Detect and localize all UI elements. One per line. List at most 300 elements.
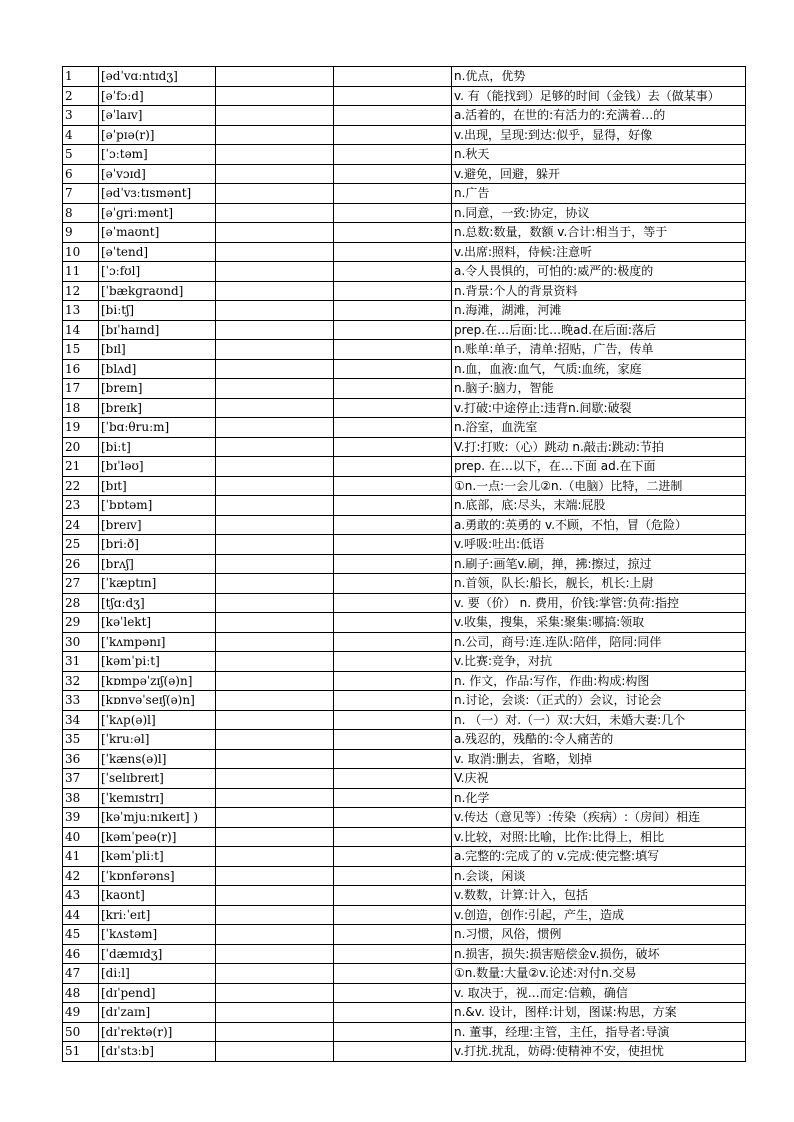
table-row bbox=[63, 184, 746, 204]
empty-cell bbox=[216, 398, 334, 418]
empty-cell bbox=[216, 983, 334, 1003]
phonetic-cell: [ˈkʌmpənɪ] bbox=[99, 632, 216, 652]
empty-cell bbox=[334, 944, 452, 964]
phonetic-cell: [kɒmpəˈzɪʃ(ə)n] bbox=[99, 671, 216, 691]
definition-cell: n.损害，损失:损害赔偿金v.损伤，破坏 bbox=[452, 944, 746, 964]
definition-cell: a.勇敢的:英勇的 v.不顾，不怕，冒（危险） bbox=[452, 515, 746, 535]
table-row bbox=[63, 359, 746, 379]
empty-cell bbox=[334, 593, 452, 613]
row-number-cell: 38 bbox=[63, 788, 99, 808]
definition-cell: n.首领，队长:船长，舰长，机长:上尉 bbox=[452, 574, 746, 594]
empty-cell bbox=[216, 613, 334, 633]
table-row bbox=[63, 944, 746, 964]
table-row bbox=[63, 574, 746, 594]
table-row bbox=[63, 262, 746, 282]
empty-cell bbox=[334, 710, 452, 730]
empty-cell bbox=[334, 184, 452, 204]
empty-cell bbox=[334, 730, 452, 750]
empty-cell bbox=[334, 613, 452, 633]
empty-cell bbox=[216, 242, 334, 262]
empty-cell bbox=[216, 1003, 334, 1023]
table-row bbox=[63, 398, 746, 418]
row-number-cell: 20 bbox=[63, 437, 99, 457]
row-number-cell: 47 bbox=[63, 964, 99, 984]
empty-cell bbox=[334, 164, 452, 184]
table-row bbox=[63, 496, 746, 516]
table-row bbox=[63, 808, 746, 828]
definition-cell: n.浴室，血洗室 bbox=[452, 418, 746, 438]
phonetic-cell: [ˈkʌp(ə)l] bbox=[99, 710, 216, 730]
definition-cell: n.总数:数量，数额 v.合计:相当于，等于 bbox=[452, 223, 746, 243]
phonetic-cell: [ˈselɪbreɪt] bbox=[99, 769, 216, 789]
empty-cell bbox=[334, 847, 452, 867]
table-row bbox=[63, 886, 746, 906]
table-row bbox=[63, 983, 746, 1003]
row-number-cell: 16 bbox=[63, 359, 99, 379]
phonetic-cell: [ˈkɒnfərəns] bbox=[99, 866, 216, 886]
row-number-cell: 23 bbox=[63, 496, 99, 516]
phonetic-cell: [dɪˈstɜːb] bbox=[99, 1042, 216, 1062]
definition-cell: n. （一）对.（一）双:大妇，未婚大妻:几个 bbox=[452, 710, 746, 730]
empty-cell bbox=[334, 145, 452, 165]
empty-cell bbox=[334, 964, 452, 984]
row-number-cell: 45 bbox=[63, 925, 99, 945]
definition-cell: n.优点，优势 bbox=[452, 67, 746, 87]
definition-cell: v. 要（价） n. 费用，价钱:掌管:负荷:指控 bbox=[452, 593, 746, 613]
table-row bbox=[63, 710, 746, 730]
empty-cell bbox=[216, 671, 334, 691]
row-number-cell: 33 bbox=[63, 691, 99, 711]
definition-cell: v.打破:中途停止:违背n.间歇:破裂 bbox=[452, 398, 746, 418]
empty-cell bbox=[334, 535, 452, 555]
empty-cell bbox=[334, 496, 452, 516]
row-number-cell: 13 bbox=[63, 301, 99, 321]
phonetic-cell: [ˈɔːfʊl] bbox=[99, 262, 216, 282]
table-row bbox=[63, 437, 746, 457]
row-number-cell: 50 bbox=[63, 1022, 99, 1042]
empty-cell bbox=[334, 379, 452, 399]
empty-cell bbox=[216, 535, 334, 555]
empty-cell bbox=[334, 398, 452, 418]
phonetic-cell: [bɪt] bbox=[99, 476, 216, 496]
row-number-cell: 3 bbox=[63, 106, 99, 126]
definition-cell: n.化学 bbox=[452, 788, 746, 808]
phonetic-cell: [ˈkruːəl] bbox=[99, 730, 216, 750]
row-number-cell: 28 bbox=[63, 593, 99, 613]
definition-cell: n.公司，商号:连.连队:陪伴，陪同:同伴 bbox=[452, 632, 746, 652]
phonetic-cell: [bɪˈhaɪnd] bbox=[99, 320, 216, 340]
definition-cell: n. 董事，经理:主管，主任，指导者:导演 bbox=[452, 1022, 746, 1042]
empty-cell bbox=[334, 359, 452, 379]
empty-cell bbox=[216, 632, 334, 652]
table-row bbox=[63, 86, 746, 106]
empty-cell bbox=[334, 652, 452, 672]
phonetic-cell: [ˈkemɪstrɪ] bbox=[99, 788, 216, 808]
definition-cell: n.同意，一致:协定，协议 bbox=[452, 203, 746, 223]
phonetic-cell: [ədˈvɜːtɪsmənt] bbox=[99, 184, 216, 204]
empty-cell bbox=[334, 925, 452, 945]
row-number-cell: 17 bbox=[63, 379, 99, 399]
definition-cell: n.习惯，风俗，惯例 bbox=[452, 925, 746, 945]
empty-cell bbox=[216, 866, 334, 886]
empty-cell bbox=[334, 262, 452, 282]
definition-cell: a.活着的，在世的:有活力的:充满着…的 bbox=[452, 106, 746, 126]
empty-cell bbox=[216, 769, 334, 789]
empty-cell bbox=[216, 106, 334, 126]
definition-cell: n.秋天 bbox=[452, 145, 746, 165]
table-row bbox=[63, 847, 746, 867]
row-number-cell: 40 bbox=[63, 827, 99, 847]
empty-cell bbox=[216, 67, 334, 87]
empty-cell bbox=[334, 808, 452, 828]
table-row bbox=[63, 769, 746, 789]
table-row bbox=[63, 125, 746, 145]
empty-cell bbox=[334, 1003, 452, 1023]
definition-cell: v.数数，计算:计入，包括 bbox=[452, 886, 746, 906]
phonetic-cell: [kəˈlekt] bbox=[99, 613, 216, 633]
phonetic-cell: [breɪk] bbox=[99, 398, 216, 418]
empty-cell bbox=[334, 203, 452, 223]
phonetic-cell: [kəmˈpliːt] bbox=[99, 847, 216, 867]
empty-cell bbox=[334, 574, 452, 594]
row-number-cell: 19 bbox=[63, 418, 99, 438]
phonetic-cell: [ˈbɑːθruːm] bbox=[99, 418, 216, 438]
definition-cell: v. 取消:删去，省略，划掉 bbox=[452, 749, 746, 769]
empty-cell bbox=[216, 827, 334, 847]
empty-cell bbox=[334, 983, 452, 1003]
empty-cell bbox=[216, 476, 334, 496]
phonetic-cell: [ˈkʌstəm] bbox=[99, 925, 216, 945]
empty-cell bbox=[334, 301, 452, 321]
definition-cell: n.底部，底:尽头，末端:屁股 bbox=[452, 496, 746, 516]
definition-cell: ①n.一点:一会儿②n.（电脑）比特，二进制 bbox=[452, 476, 746, 496]
empty-cell bbox=[334, 86, 452, 106]
empty-cell bbox=[216, 86, 334, 106]
table-row bbox=[63, 593, 746, 613]
empty-cell bbox=[216, 184, 334, 204]
table-row bbox=[63, 379, 746, 399]
table-row bbox=[63, 476, 746, 496]
row-number-cell: 11 bbox=[63, 262, 99, 282]
phonetic-cell: [dɪˈzaɪn] bbox=[99, 1003, 216, 1023]
definition-cell: V.庆祝 bbox=[452, 769, 746, 789]
row-number-cell: 37 bbox=[63, 769, 99, 789]
table-row bbox=[63, 242, 746, 262]
table-row bbox=[63, 964, 746, 984]
empty-cell bbox=[334, 769, 452, 789]
definition-cell: v.出席:照料，侍候:注意听 bbox=[452, 242, 746, 262]
empty-cell bbox=[334, 515, 452, 535]
empty-cell bbox=[334, 788, 452, 808]
definition-cell: n.广告 bbox=[452, 184, 746, 204]
table-row bbox=[63, 67, 746, 87]
row-number-cell: 4 bbox=[63, 125, 99, 145]
table-row bbox=[63, 827, 746, 847]
definition-cell: n.账单:单子，清单:招贴，广告，传单 bbox=[452, 340, 746, 360]
table-row bbox=[63, 340, 746, 360]
row-number-cell: 32 bbox=[63, 671, 99, 691]
table-row bbox=[63, 281, 746, 301]
empty-cell bbox=[334, 437, 452, 457]
row-number-cell: 6 bbox=[63, 164, 99, 184]
row-number-cell: 30 bbox=[63, 632, 99, 652]
row-number-cell: 7 bbox=[63, 184, 99, 204]
row-number-cell: 25 bbox=[63, 535, 99, 555]
empty-cell bbox=[216, 886, 334, 906]
empty-cell bbox=[216, 964, 334, 984]
phonetic-cell: [ˈkæptɪn] bbox=[99, 574, 216, 594]
empty-cell bbox=[334, 691, 452, 711]
table-row bbox=[63, 671, 746, 691]
phonetic-cell: [əˈvɔɪd] bbox=[99, 164, 216, 184]
phonetic-cell: [biːt] bbox=[99, 437, 216, 457]
phonetic-cell: [diːl] bbox=[99, 964, 216, 984]
definition-cell: a.完整的:完成了的 v.完成:使完整:填写 bbox=[452, 847, 746, 867]
empty-cell bbox=[334, 340, 452, 360]
table-row bbox=[63, 1022, 746, 1042]
table-row bbox=[63, 106, 746, 126]
row-number-cell: 2 bbox=[63, 86, 99, 106]
empty-cell bbox=[216, 457, 334, 477]
empty-cell bbox=[334, 632, 452, 652]
row-number-cell: 15 bbox=[63, 340, 99, 360]
table-row bbox=[63, 223, 746, 243]
empty-cell bbox=[334, 67, 452, 87]
row-number-cell: 51 bbox=[63, 1042, 99, 1062]
row-number-cell: 26 bbox=[63, 554, 99, 574]
table-row bbox=[63, 457, 746, 477]
row-number-cell: 34 bbox=[63, 710, 99, 730]
table-row bbox=[63, 301, 746, 321]
table-row bbox=[63, 203, 746, 223]
definition-cell: prep.在…后面:比…晚ad.在后面:落后 bbox=[452, 320, 746, 340]
empty-cell bbox=[216, 340, 334, 360]
empty-cell bbox=[334, 418, 452, 438]
empty-cell bbox=[334, 125, 452, 145]
phonetic-cell: [ˈdæmɪdʒ] bbox=[99, 944, 216, 964]
phonetic-cell: [kəmˈpeə(r)] bbox=[99, 827, 216, 847]
row-number-cell: 5 bbox=[63, 145, 99, 165]
table-row bbox=[63, 925, 746, 945]
definition-cell: n.海滩，湖滩，河滩 bbox=[452, 301, 746, 321]
table-row bbox=[63, 652, 746, 672]
phonetic-cell: [ˈɔːtəm] bbox=[99, 145, 216, 165]
row-number-cell: 24 bbox=[63, 515, 99, 535]
row-number-cell: 18 bbox=[63, 398, 99, 418]
definition-cell: ①n.数量:大量②v.论述:对付n.交易 bbox=[452, 964, 746, 984]
table-row bbox=[63, 535, 746, 555]
definition-cell: v.出现，呈现:到达:似乎，显得，好像 bbox=[452, 125, 746, 145]
phonetic-cell: [kaʊnt] bbox=[99, 886, 216, 906]
phonetic-cell: [dɪˈpend] bbox=[99, 983, 216, 1003]
row-number-cell: 1 bbox=[63, 67, 99, 87]
table-row bbox=[63, 164, 746, 184]
empty-cell bbox=[216, 593, 334, 613]
empty-cell bbox=[216, 262, 334, 282]
empty-cell bbox=[216, 749, 334, 769]
phonetic-cell: [ədˈvɑːntɪdʒ] bbox=[99, 67, 216, 87]
definition-cell: v.打扰.扰乱，妨碍:使精神不安，使担忧 bbox=[452, 1042, 746, 1062]
empty-cell bbox=[216, 164, 334, 184]
empty-cell bbox=[216, 281, 334, 301]
row-number-cell: 31 bbox=[63, 652, 99, 672]
empty-cell bbox=[334, 886, 452, 906]
empty-cell bbox=[334, 671, 452, 691]
phonetic-cell: [kɒnvəˈseɪʃ(ə)n] bbox=[99, 691, 216, 711]
empty-cell bbox=[334, 457, 452, 477]
row-number-cell: 29 bbox=[63, 613, 99, 633]
empty-cell bbox=[334, 749, 452, 769]
phonetic-cell: [tʃɑːdʒ] bbox=[99, 593, 216, 613]
table-row bbox=[63, 554, 746, 574]
empty-cell bbox=[216, 808, 334, 828]
empty-cell bbox=[334, 866, 452, 886]
definition-cell: v.收集，搜集，采集:聚集:哪搞:领取 bbox=[452, 613, 746, 633]
empty-cell bbox=[216, 574, 334, 594]
row-number-cell: 42 bbox=[63, 866, 99, 886]
empty-cell bbox=[216, 554, 334, 574]
definition-cell: n.刷子:画笔v.刷，掸，拂:擦过，掠过 bbox=[452, 554, 746, 574]
empty-cell bbox=[216, 125, 334, 145]
row-number-cell: 21 bbox=[63, 457, 99, 477]
empty-cell bbox=[334, 905, 452, 925]
table-row bbox=[63, 320, 746, 340]
empty-cell bbox=[216, 301, 334, 321]
row-number-cell: 46 bbox=[63, 944, 99, 964]
row-number-cell: 27 bbox=[63, 574, 99, 594]
phonetic-cell: [biːtʃ] bbox=[99, 301, 216, 321]
empty-cell bbox=[216, 203, 334, 223]
table-row bbox=[63, 1003, 746, 1023]
empty-cell bbox=[216, 379, 334, 399]
empty-cell bbox=[334, 1042, 452, 1062]
phonetic-cell: [blʌd] bbox=[99, 359, 216, 379]
phonetic-cell: [breɪn] bbox=[99, 379, 216, 399]
table-row bbox=[63, 515, 746, 535]
vocabulary-table-body bbox=[63, 67, 746, 1062]
table-row bbox=[63, 691, 746, 711]
definition-cell: n.&v. 设计，图样:计划，图谋:构思，方案 bbox=[452, 1003, 746, 1023]
definition-cell: v.呼吸:吐出:低语 bbox=[452, 535, 746, 555]
table-row bbox=[63, 145, 746, 165]
definition-cell: v.比赛:竞争，对抗 bbox=[452, 652, 746, 672]
empty-cell bbox=[216, 847, 334, 867]
empty-cell bbox=[216, 496, 334, 516]
row-number-cell: 48 bbox=[63, 983, 99, 1003]
empty-cell bbox=[216, 359, 334, 379]
phonetic-cell: [bɪˈləʊ] bbox=[99, 457, 216, 477]
phonetic-cell: [əˈɡriːmənt] bbox=[99, 203, 216, 223]
phonetic-cell: [briːð] bbox=[99, 535, 216, 555]
phonetic-cell: [bɪl] bbox=[99, 340, 216, 360]
empty-cell bbox=[334, 242, 452, 262]
row-number-cell: 36 bbox=[63, 749, 99, 769]
empty-cell bbox=[216, 1042, 334, 1062]
empty-cell bbox=[216, 437, 334, 457]
definition-cell: n.背景:个人的背景资料 bbox=[452, 281, 746, 301]
row-number-cell: 41 bbox=[63, 847, 99, 867]
definition-cell: v. 取决于，视…而定:信赖，确信 bbox=[452, 983, 746, 1003]
table-row bbox=[63, 749, 746, 769]
phonetic-cell: [əˈtend] bbox=[99, 242, 216, 262]
definition-cell: n.血，血液:血气，气质:血统，家庭 bbox=[452, 359, 746, 379]
row-number-cell: 39 bbox=[63, 808, 99, 828]
phonetic-cell: [əˈpɪə(r)] bbox=[99, 125, 216, 145]
phonetic-cell: [əˈlaɪv] bbox=[99, 106, 216, 126]
table-row bbox=[63, 905, 746, 925]
definition-cell: v.避免，回避，躲开 bbox=[452, 164, 746, 184]
table-row bbox=[63, 866, 746, 886]
row-number-cell: 44 bbox=[63, 905, 99, 925]
row-number-cell: 9 bbox=[63, 223, 99, 243]
empty-cell bbox=[334, 223, 452, 243]
row-number-cell: 22 bbox=[63, 476, 99, 496]
table-row bbox=[63, 788, 746, 808]
empty-cell bbox=[216, 418, 334, 438]
empty-cell bbox=[334, 554, 452, 574]
definition-cell: V.打:打败:（心）跳动 n.敲击:跳动:节拍 bbox=[452, 437, 746, 457]
empty-cell bbox=[216, 925, 334, 945]
table-row bbox=[63, 1042, 746, 1062]
empty-cell bbox=[334, 476, 452, 496]
row-number-cell: 14 bbox=[63, 320, 99, 340]
phonetic-cell: [brʌʃ] bbox=[99, 554, 216, 574]
definition-cell: n.脑子:脑力，智能 bbox=[452, 379, 746, 399]
empty-cell bbox=[334, 106, 452, 126]
empty-cell bbox=[216, 515, 334, 535]
empty-cell bbox=[334, 827, 452, 847]
definition-cell: v.传达（意见等）:传染（疾病）:（房间）相连 bbox=[452, 808, 746, 828]
phonetic-cell: [breɪv] bbox=[99, 515, 216, 535]
empty-cell bbox=[216, 710, 334, 730]
table-row bbox=[63, 730, 746, 750]
phonetic-cell: [əˈfɔːd] bbox=[99, 86, 216, 106]
row-number-cell: 8 bbox=[63, 203, 99, 223]
table-row bbox=[63, 632, 746, 652]
empty-cell bbox=[216, 944, 334, 964]
empty-cell bbox=[334, 320, 452, 340]
empty-cell bbox=[216, 1022, 334, 1042]
phonetic-cell: [kriːˈeɪt] bbox=[99, 905, 216, 925]
table-row bbox=[63, 613, 746, 633]
row-number-cell: 10 bbox=[63, 242, 99, 262]
phonetic-cell: [ˈbɒtəm] bbox=[99, 496, 216, 516]
definition-cell: n.会谈，闲谈 bbox=[452, 866, 746, 886]
phonetic-cell: [dɪˈrektə(r)] bbox=[99, 1022, 216, 1042]
vocabulary-table bbox=[62, 66, 746, 1062]
row-number-cell: 12 bbox=[63, 281, 99, 301]
empty-cell bbox=[334, 1022, 452, 1042]
empty-cell bbox=[216, 730, 334, 750]
definition-cell: v.创造，创作:引起，产生，造成 bbox=[452, 905, 746, 925]
phonetic-cell: [əˈmaʊnt] bbox=[99, 223, 216, 243]
empty-cell bbox=[216, 788, 334, 808]
empty-cell bbox=[216, 905, 334, 925]
empty-cell bbox=[216, 223, 334, 243]
table-row bbox=[63, 418, 746, 438]
definition-cell: a.残忍的，残酷的:令人痛苦的 bbox=[452, 730, 746, 750]
row-number-cell: 43 bbox=[63, 886, 99, 906]
row-number-cell: 49 bbox=[63, 1003, 99, 1023]
phonetic-cell: [kəˈmjuːnɪkeɪt] ) bbox=[99, 808, 216, 828]
definition-cell: n. 作文，作品:写作，作曲:构成:构图 bbox=[452, 671, 746, 691]
phonetic-cell: [kəmˈpiːt] bbox=[99, 652, 216, 672]
empty-cell bbox=[216, 320, 334, 340]
empty-cell bbox=[334, 281, 452, 301]
phonetic-cell: [ˈkæns(ə)l] bbox=[99, 749, 216, 769]
phonetic-cell: [ˈbækɡraʊnd] bbox=[99, 281, 216, 301]
definition-cell: n.讨论，会谈:（正式的）会议，讨论会 bbox=[452, 691, 746, 711]
